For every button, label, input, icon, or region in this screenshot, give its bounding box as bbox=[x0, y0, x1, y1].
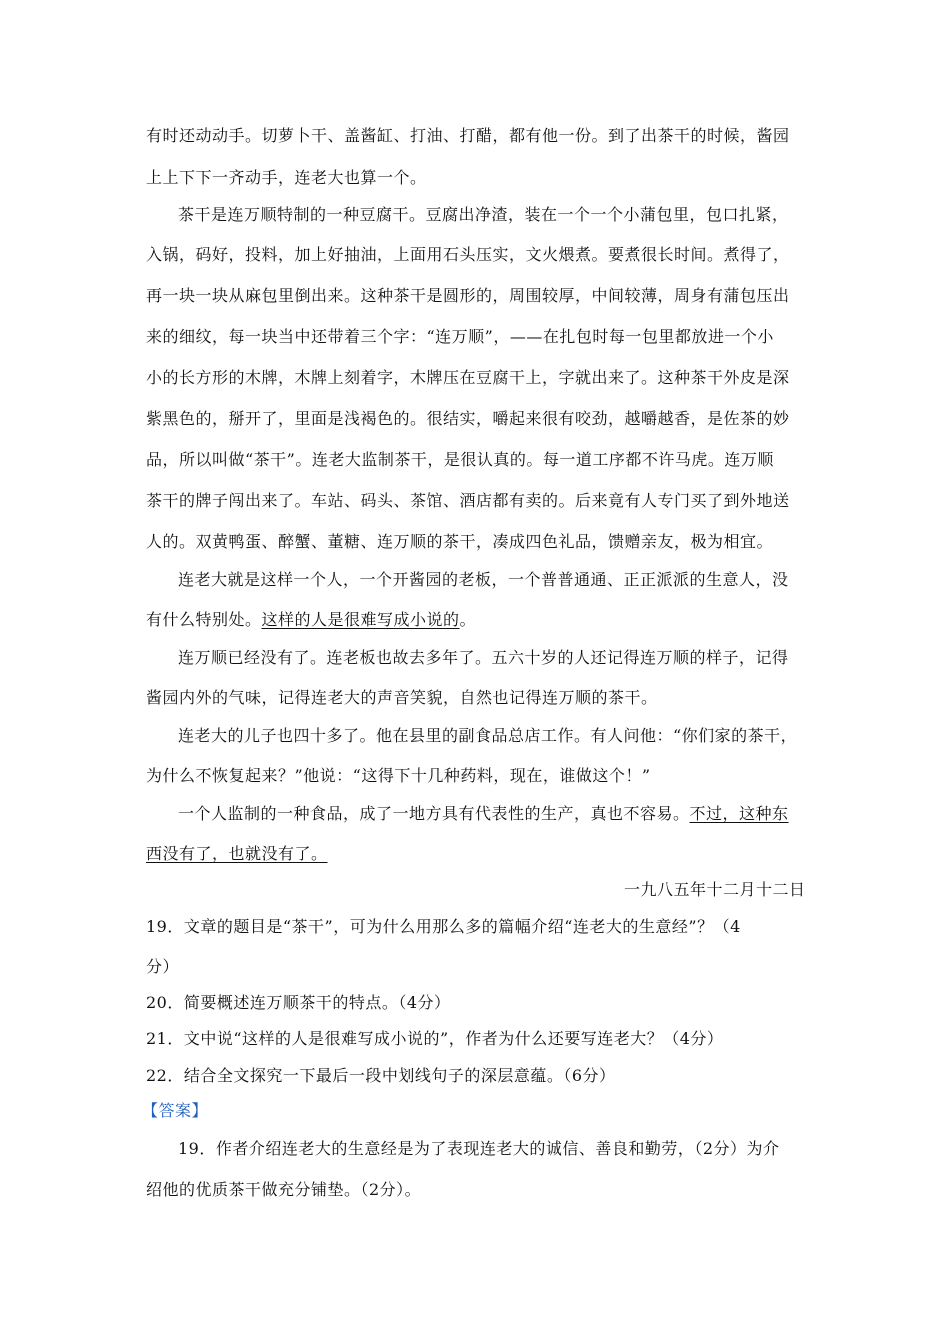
underlined-sentence: 不过，这种东 bbox=[689, 804, 789, 823]
answer-19: 19．作者介绍连老大的生意经是为了表现连老大的诚信、善良和勤劳，（2分）为介 bbox=[178, 1139, 780, 1158]
article-line: 有时还动动手。切萝卜干、盖酱缸、打油、打醋，都有他一份。到了出茶干的时候，酱园 bbox=[146, 126, 790, 145]
article-line: 连老大就是这样一个人，一个开酱园的老板，一个普普通通、正正派派的生意人，没 bbox=[178, 570, 789, 589]
article-line: 品，所以叫做“茶干”。连老大监制茶干，是很认真的。每一道工序都不许马虎。连万顺 bbox=[146, 450, 774, 469]
underlined-sentence: 西没有了，也就没有了。 bbox=[146, 844, 328, 863]
article-line: 连万顺已经没有了。连老板也故去多年了。五六十岁的人还记得连万顺的样子，记得 bbox=[178, 648, 789, 667]
article-line bbox=[178, 804, 789, 824]
answer-label: 【答案】 bbox=[142, 1101, 209, 1120]
article-line: 茶干是连万顺特制的一种豆腐干。豆腐出净渣，装在一个一个小蒲包里，包口扎紧， bbox=[178, 205, 789, 224]
article-line bbox=[146, 844, 328, 864]
article-line: 上上下下一齐动手，连老大也算一个。 bbox=[146, 168, 427, 187]
plain-text: 一个人监制的一种食品，成了一地方具有代表性的生产，真也不容易。 bbox=[178, 804, 690, 823]
question-22: 22．结合全文探究一下最后一段中划线句子的深层意蕴。（6分） bbox=[146, 1066, 616, 1085]
article-date: 一九八五年十二月十二日 bbox=[624, 880, 806, 899]
article-line: 为什么不恢复起来？”他说：“这得下十几种药料，现在，谁做这个！” bbox=[146, 766, 651, 785]
article-line: 紫黑色的，掰开了，里面是浅褐色的。很结实，嚼起来很有咬劲，越嚼越香，是佐茶的妙 bbox=[146, 409, 790, 428]
question-19: 19．文章的题目是“茶干”，可为什么用那么多的篇幅介绍“连老大的生意经”？（4 bbox=[146, 917, 741, 936]
article-line: 来的细纹，每一块当中还带着三个字：“连万顺”，——在扎包时每一包里都放进一个小 bbox=[146, 327, 774, 346]
plain-text: 。 bbox=[459, 610, 477, 629]
article-line: 人的。双黄鸭蛋、醉蟹、董糖、连万顺的茶干，凑成四色礼品，馈赠亲友，极为相宜。 bbox=[146, 532, 774, 551]
article-line: 茶干的牌子闯出来了。车站、码头、茶馆、酒店都有卖的。后来竟有人专门买了到外地送 bbox=[146, 491, 790, 510]
article-line: 入锅，码好，投料，加上好抽油，上面用石头压实，文火煨煮。要煮很长时间。煮得了， bbox=[146, 245, 790, 264]
plain-text: 有什么特别处。 bbox=[146, 610, 262, 629]
article-line: 连老大的儿子也四十多了。他在县里的副食品总店工作。有人问他：“你们家的茶干， bbox=[178, 726, 798, 745]
article-line bbox=[146, 610, 476, 630]
article-line: 酱园内外的气味，记得连老大的声音笑貌，自然也记得连万顺的茶干。 bbox=[146, 688, 658, 707]
underlined-sentence: 这样的人是很难写成小说的 bbox=[261, 610, 460, 629]
article-line: 再一块一块从麻包里倒出来。这种茶干是圆形的，周围较厚，中间较薄，周身有蒲包压出 bbox=[146, 286, 790, 305]
article-line: 小的长方形的木牌，木牌上刻着字，木牌压在豆腐干上，字就出来了。这种茶干外皮是深 bbox=[146, 368, 790, 387]
question-20: 20．简要概述连万顺茶干的特点。（4分） bbox=[146, 993, 451, 1012]
question-21: 21．文中说“这样的人是很难写成小说的”，作者为什么还要写连老大？（4分） bbox=[146, 1029, 724, 1048]
question-19-continued: 分） bbox=[146, 957, 180, 976]
answer-19-continued: 绍他的优质茶干做充分铺垫。（2分）。 bbox=[146, 1180, 422, 1199]
